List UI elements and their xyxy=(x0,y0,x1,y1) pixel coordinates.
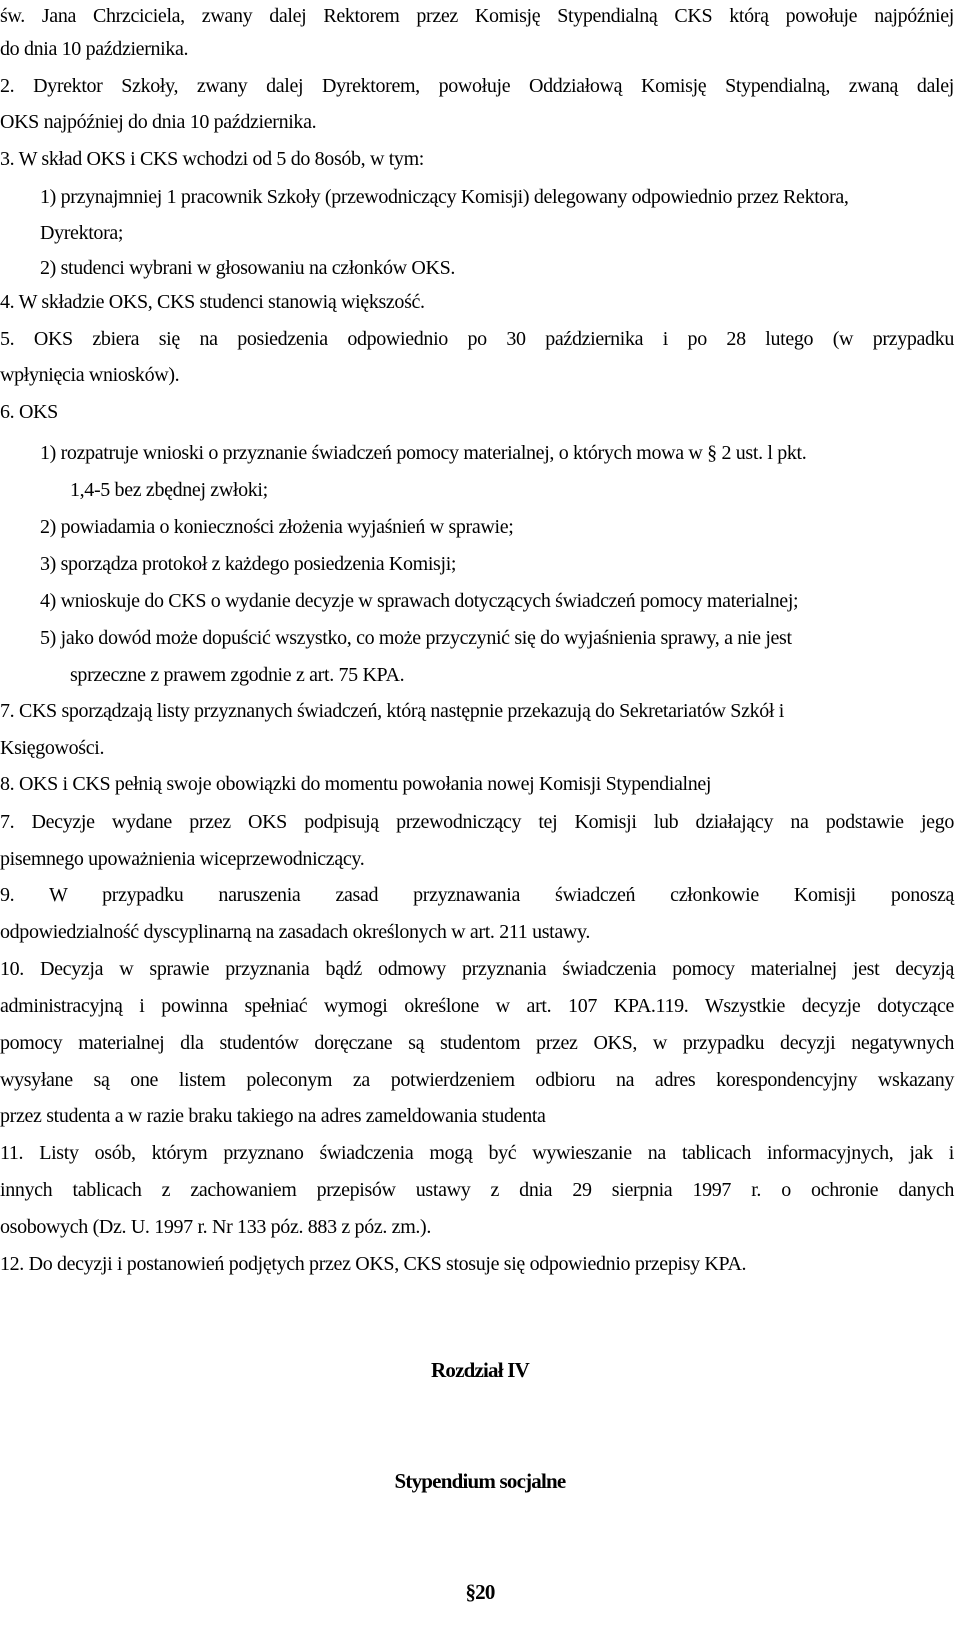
paragraph-line: 2. Dyrektor Szkoły, zwany dalej Dyrektorem, powołuje Oddziałową Komisję Stypendialną, zwaną dalej xyxy=(0,75,954,97)
list-item-line: 5) jako dowód może dopuścić wszystko, co może przyczynić się do wyjaśnienia sprawy, a nie jest xyxy=(40,627,792,649)
list-item-line: Dyrektora; xyxy=(40,222,124,244)
list-item-line: 1) przynajmniej 1 pracownik Szkoły (przewodniczący Komisji) delegowany odpowiednio przez Rektora, xyxy=(40,186,849,208)
list-item-line: sprzeczne z prawem zgodnie z art. 75 KPA. xyxy=(70,664,405,686)
paragraph-line: administracyjną i powinna spełniać wymogi określone w art. 107 KPA.119. Wszystkie decyzje dotyczące xyxy=(0,995,954,1017)
list-item-line: 2) powiadamia o konieczności złożenia wyjaśnień w sprawie; xyxy=(40,516,514,538)
paragraph-line: 5. OKS zbiera się na posiedzenia odpowiednio po 30 października i po 28 lutego (w przypadku xyxy=(0,328,954,350)
paragraph-line: do dnia 10 października. xyxy=(0,38,189,60)
paragraph-line: 11. Listy osób, którym przyznano świadczenia mogą być wywieszanie na tablicach informacyjnych, jak i xyxy=(0,1142,954,1164)
paragraph-line: odpowiedzialność dyscyplinarną na zasadach określonych w art. 211 ustawy. xyxy=(0,921,590,943)
paragraph-line: innych tablicach z zachowaniem przepisów ustawy z dnia 29 sierpnia 1997 r. o ochronie danych xyxy=(0,1179,954,1201)
paragraph-line: 6. OKS xyxy=(0,401,58,423)
paragraph-line: wysyłane są one listem poleconym za potwierdzeniem odbioru na adres korespondencyjny wskazany xyxy=(0,1069,954,1091)
list-item-line: 1) rozpatruje wnioski o przyznanie świadczeń pomocy materialnej, o których mowa w § 2 ust. l pkt. xyxy=(40,442,807,464)
paragraph-line: 8. OKS i CKS pełnią swoje obowiązki do momentu powołania nowej Komisji Stypendialnej xyxy=(0,773,712,795)
paragraph-line: 3. W skład OKS i CKS wchodzi od 5 do 8osób, w tym: xyxy=(0,148,424,170)
paragraph-line: 9. W przypadku naruszenia zasad przyznawania świadczeń członkowie Komisji ponoszą xyxy=(0,884,954,906)
section-heading: §20 xyxy=(465,1580,495,1604)
paragraph-line: pomocy materialnej dla studentów doręczane są studentom przez OKS, w przypadku decyzji negatywnych xyxy=(0,1032,954,1054)
paragraph-line: 4. W składzie OKS, CKS studenci stanowią większość. xyxy=(0,291,425,313)
list-item-line: 3) sporządza protokoł z każdego posiedzenia Komisji; xyxy=(40,553,457,575)
paragraph-line: 7. Decyzje wydane przez OKS podpisują przewodniczący tej Komisji lub działający na podstawie jego xyxy=(0,811,954,833)
paragraph-line: przez studenta a w razie braku takiego na adres zameldowania studenta xyxy=(0,1105,546,1127)
paragraph-line: Księgowości. xyxy=(0,737,105,759)
paragraph-line: pisemnego upoważnienia wiceprzewodniczący. xyxy=(0,848,365,870)
list-item-line: 1,4-5 bez zbędnej zwłoki; xyxy=(70,479,268,501)
paragraph-line: św. Jana Chrzciciela, zwany dalej Rektorem przez Komisję Stypendialną CKS którą powołuje najpóźniej xyxy=(0,5,954,27)
paragraph-line: 10. Decyzja w sprawie przyznania bądź odmowy przyznania świadczenia pomocy materialnej jest decyzją xyxy=(0,958,954,980)
list-item-line: 4) wnioskuje do CKS o wydanie decyzje w sprawach dotyczących świadczeń pomocy materialnej; xyxy=(40,590,799,612)
list-item-line: 2) studenci wybrani w głosowaniu na członków OKS. xyxy=(40,257,455,279)
paragraph-line: 7. CKS sporządzają listy przyznanych świadczeń, którą następnie przekazują do Sekretariatów Szkół i xyxy=(0,700,784,722)
paragraph-line: wpłynięcia wniosków). xyxy=(0,364,180,386)
chapter-heading: Rozdział IV xyxy=(431,1358,529,1382)
chapter-title: Stypendium socjalne xyxy=(394,1469,566,1493)
paragraph-line: osobowych (Dz. U. 1997 r. Nr 133 póz. 883 z póz. zm.). xyxy=(0,1216,432,1238)
paragraph-line: 12. Do decyzji i postanowień podjętych przez OKS, CKS stosuje się odpowiednio przepisy KPA. xyxy=(0,1253,747,1275)
paragraph-line: OKS najpóźniej do dnia 10 października. xyxy=(0,111,317,133)
